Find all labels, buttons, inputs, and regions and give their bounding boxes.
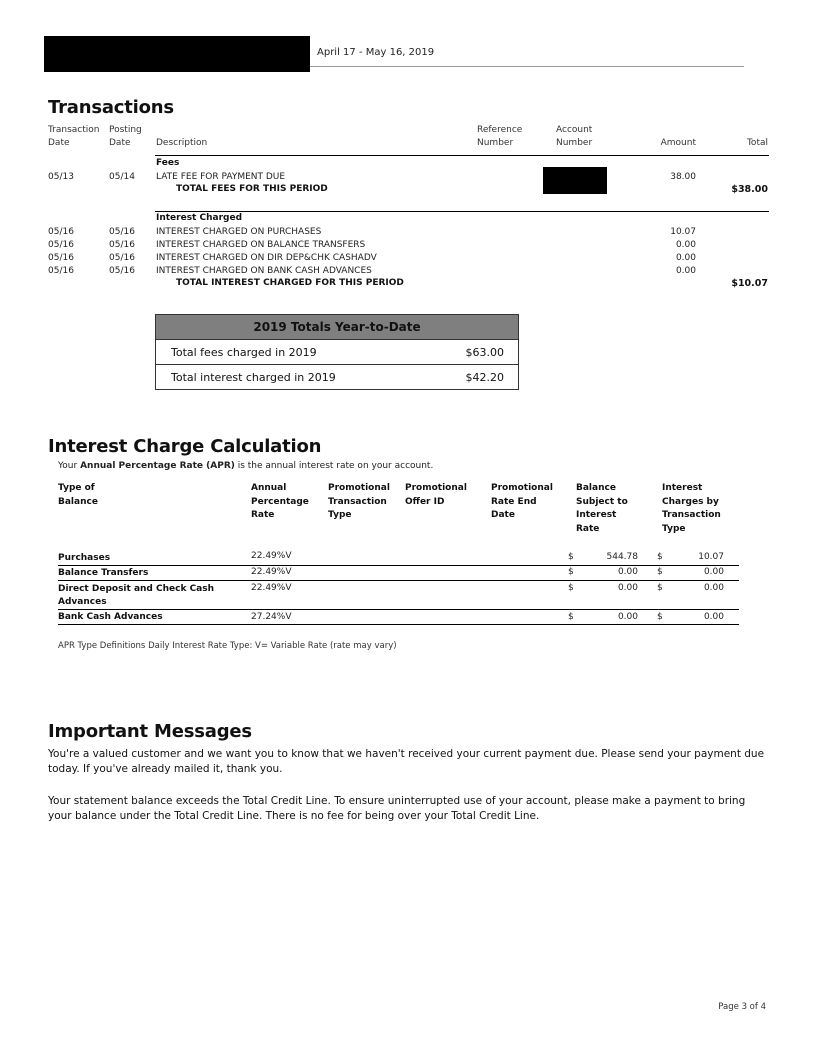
row-currency: $ — [568, 567, 574, 577]
col-account-line2: Number — [556, 138, 593, 148]
hdr-charges-line3: Transaction — [662, 510, 721, 520]
col-reference-line2: Number — [477, 138, 514, 148]
row-balance: 0.00 — [617, 612, 638, 622]
header-divider — [310, 66, 744, 67]
row-apr: 22.49%V — [251, 567, 292, 577]
row-currency: $ — [657, 567, 663, 577]
row-type: Direct Deposit and Check Cash — [58, 584, 215, 594]
transactions-title: Transactions — [48, 97, 174, 118]
col-reference-line1: Reference — [477, 125, 523, 135]
description: INTEREST CHARGED ON BANK CASH ADVANCES — [156, 266, 372, 276]
statement-period: April 17 - May 16, 2019 — [317, 47, 435, 58]
ytd-interest-value: $42.20 — [465, 371, 504, 384]
amount: 0.00 — [675, 253, 696, 263]
hdr-charges-line2: Charges by — [662, 496, 719, 507]
hdr-interest-charges — [662, 482, 721, 536]
col-amount: Amount — [660, 138, 696, 148]
redacted-account-number — [543, 167, 607, 194]
post-date: 05/16 — [109, 253, 135, 263]
interest-total-label: TOTAL INTEREST CHARGED FOR THIS PERIOD — [176, 278, 404, 288]
hdr-apr-line1: Annual — [251, 483, 287, 493]
row-currency: $ — [568, 612, 574, 622]
row-apr: 22.49%V — [251, 583, 292, 593]
message-over-limit: Your statement balance exceeds the Total Credit Line. To ensure uninterrupted use of your account, please make a payment to bring your balance under the Total Credit Line. There is no fee for being over your Total Credit Line. — [48, 795, 746, 822]
row-type: Balance Transfers — [58, 568, 149, 578]
row-balance: 544.78 — [606, 552, 638, 562]
col-total: Total — [746, 138, 768, 148]
ytd-interest-row — [156, 365, 518, 390]
row-apr: 22.49%V — [251, 551, 292, 561]
amount: 0.00 — [675, 266, 696, 276]
hdr-promo-rate-end — [491, 482, 553, 523]
table-row — [48, 226, 770, 239]
row-balance: 0.00 — [617, 567, 638, 577]
row-currency: $ — [568, 552, 574, 562]
table-row — [48, 265, 770, 278]
hdr-apr — [251, 482, 309, 523]
hdr-promo-offer-line1: Promotional — [405, 483, 467, 493]
post-date: 05/16 — [109, 227, 135, 237]
hdr-promo-end-line2: Rate End — [491, 496, 537, 507]
row-currency: $ — [657, 612, 663, 622]
fees-interest-rule — [155, 211, 769, 212]
hdr-promo-type-line3: Type — [328, 510, 352, 520]
col-posting-date — [109, 124, 142, 150]
redacted-header-block — [44, 36, 310, 72]
row-rule — [58, 624, 739, 625]
ytd-totals-box — [155, 314, 519, 390]
hdr-promo-type-line1: Promotional — [328, 483, 390, 493]
row-currency: $ — [657, 583, 663, 593]
hdr-promo-end-line1: Promotional — [491, 483, 553, 493]
hdr-charges-line1: Interest — [662, 483, 703, 493]
post-date: 05/14 — [109, 172, 135, 182]
fees-total-value: $38.00 — [731, 184, 768, 195]
row-type: Bank Cash Advances — [58, 612, 163, 622]
apr-intro — [58, 461, 433, 471]
hdr-type-line2: Balance — [58, 496, 98, 507]
apr-intro-prefix: Your — [58, 461, 81, 471]
col-account-line1: Account — [556, 125, 593, 135]
table-row — [48, 239, 770, 252]
col-account-number — [556, 124, 592, 150]
row-type-line2: Advances — [58, 597, 107, 607]
hdr-type-line1: Type of — [58, 483, 95, 493]
table-row — [48, 252, 770, 265]
description: INTEREST CHARGED ON PURCHASES — [156, 227, 322, 237]
ytd-title: 2019 Totals Year-to-Date — [156, 315, 518, 340]
trans-date: 05/16 — [48, 266, 74, 276]
hdr-balance-line3: Interest — [576, 510, 617, 520]
hdr-balance-line4: Rate — [576, 523, 600, 534]
ytd-fees-row — [156, 340, 518, 365]
row-balance: 0.00 — [617, 583, 638, 593]
col-reference-number — [477, 124, 522, 150]
row-rule — [58, 580, 739, 581]
table-row — [48, 171, 770, 184]
hdr-promo-end-line3: Date — [491, 510, 515, 520]
hdr-promo-offer-id — [405, 482, 467, 509]
apr-intro-suffix: is the annual interest rate on your account. — [234, 461, 434, 471]
trans-date: 05/16 — [48, 227, 74, 237]
transactions-header-rule — [155, 155, 769, 156]
hdr-balance-subject — [576, 482, 628, 536]
message-payment-due: You're a valued customer and we want you to know that we haven't received your current payment due. Please send your payment due today. If you've already mailed it, thank you. — [48, 748, 765, 775]
row-charges: 0.00 — [703, 612, 724, 622]
row-apr: 27.24%V — [251, 612, 292, 622]
post-date: 05/16 — [109, 266, 135, 276]
messages-title: Important Messages — [48, 721, 252, 742]
hdr-charges-line4: Type — [662, 523, 686, 534]
interest-total-value: $10.07 — [731, 278, 768, 289]
trans-date: 05/16 — [48, 253, 74, 263]
ytd-interest-label: Total interest charged in 2019 — [171, 371, 336, 384]
row-charges: 0.00 — [703, 583, 724, 593]
hdr-promo-type-line2: Transaction — [328, 496, 387, 507]
description: INTEREST CHARGED ON BALANCE TRANSFERS — [156, 240, 366, 250]
hdr-apr-line2: Percentage — [251, 496, 309, 507]
col-description: Description — [156, 138, 208, 148]
hdr-promo-transaction-type — [328, 482, 390, 523]
row-type: Purchases — [58, 553, 111, 563]
fees-total-label: TOTAL FEES FOR THIS PERIOD — [176, 184, 328, 194]
col-transaction-date-line1: Transaction — [48, 125, 100, 135]
amount: 0.00 — [675, 240, 696, 250]
fees-group-title: Fees — [156, 158, 180, 168]
row-currency: $ — [657, 552, 663, 562]
interest-group-title: Interest Charged — [156, 213, 243, 223]
hdr-balance-line1: Balance — [576, 483, 616, 493]
hdr-promo-offer-line2: Offer ID — [405, 496, 445, 507]
ytd-fees-value: $63.00 — [465, 346, 504, 359]
apr-type-definitions: APR Type Definitions Daily Interest Rate Type: V= Variable Rate (rate may vary) — [58, 641, 397, 651]
trans-date: 05/13 — [48, 172, 74, 182]
col-transaction-date — [48, 124, 100, 150]
row-charges: 0.00 — [703, 567, 724, 577]
post-date: 05/16 — [109, 240, 135, 250]
amount: 10.07 — [670, 227, 696, 237]
row-rule — [58, 609, 739, 610]
page-number: Page 3 of 4 — [718, 1002, 766, 1012]
trans-date: 05/16 — [48, 240, 74, 250]
col-posting-date-line1: Posting — [109, 125, 142, 135]
hdr-balance-line2: Subject to — [576, 496, 628, 507]
description: INTEREST CHARGED ON DIR DEP&CHK CASHADV — [156, 253, 377, 263]
interest-calc-title: Interest Charge Calculation — [48, 436, 322, 457]
col-posting-date-line2: Date — [109, 138, 131, 148]
hdr-type-of-balance — [58, 482, 98, 509]
apr-intro-bold: Annual Percentage Rate (APR) — [80, 461, 235, 471]
description: LATE FEE FOR PAYMENT DUE — [156, 172, 286, 182]
row-charges: 10.07 — [698, 552, 724, 562]
row-currency: $ — [568, 583, 574, 593]
amount: 38.00 — [670, 172, 696, 182]
ytd-fees-label: Total fees charged in 2019 — [171, 346, 317, 359]
hdr-apr-line3: Rate — [251, 510, 275, 520]
col-transaction-date-line2: Date — [48, 138, 70, 148]
